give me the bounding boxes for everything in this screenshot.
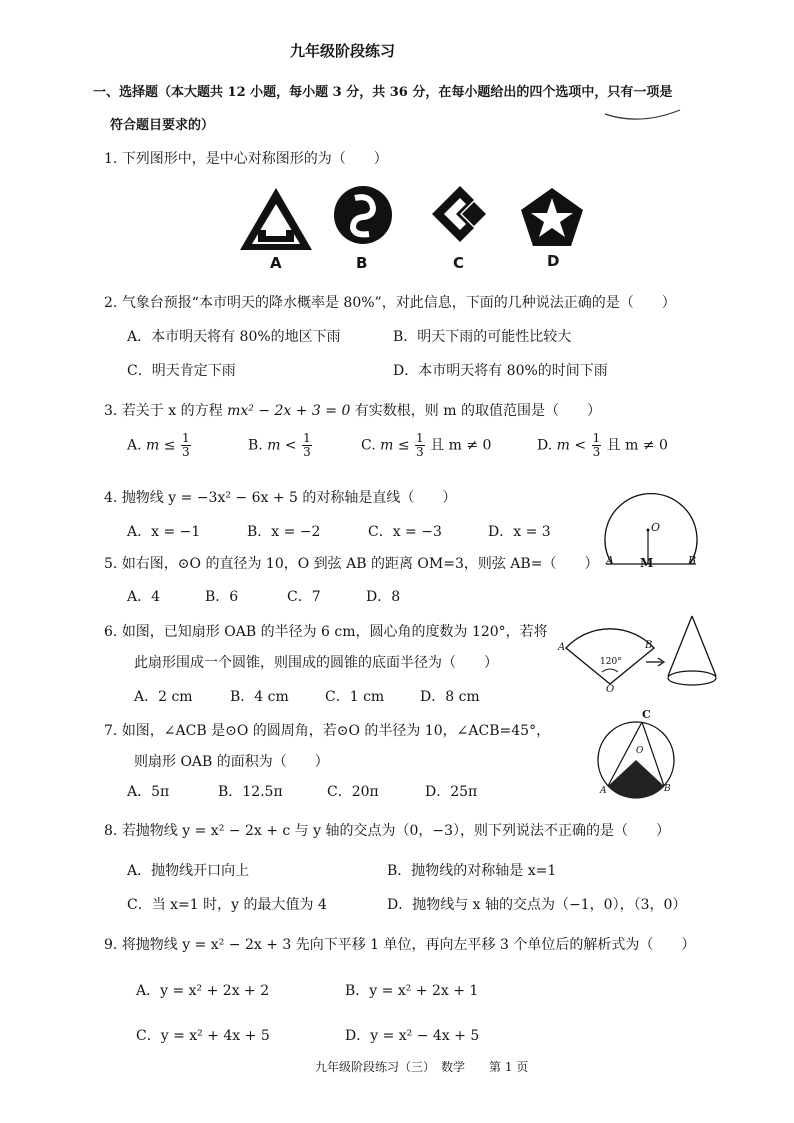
angle-label: 120° <box>600 657 622 667</box>
question-6-cont: 此扇形围成一个圆锥，则围成的圆锥的底面半径为（ ） <box>134 655 498 671</box>
option-a: A．本市明天将有 80%的地区下雨 <box>127 329 341 345</box>
question-text: 若抛物线 y = x² − 2x + c 与 y 轴的交点为（0，−3），则下列说法不正确的是（ ） <box>121 823 671 839</box>
option-c <box>361 432 491 459</box>
option-c: C．1 cm <box>325 689 385 705</box>
figure-label-a: A <box>270 254 282 272</box>
option-c: C．x = −3 <box>368 524 442 540</box>
question-text: 抛物线 y = −3x² − 6x + 5 的对称轴是直线（ ） <box>121 490 457 506</box>
option-a: A．x = −1 <box>127 524 201 540</box>
question-2 <box>104 292 676 312</box>
option-c: C．y = x² + 4x + 5 <box>136 1028 270 1044</box>
question-5 <box>104 553 598 573</box>
label-m: M <box>640 556 654 570</box>
question-text: 将抛物线 y = x² − 2x + 3 先向下平移 1 单位，再向左平移 3 个单位后的解析式为（ ） <box>121 937 696 953</box>
figure-label-c: C <box>453 254 465 272</box>
question-number: 7. <box>104 723 118 739</box>
question-6 <box>104 621 548 641</box>
option-c: C．7 <box>287 589 321 605</box>
option-suffix: 且 m ≠ 0 <box>606 437 668 454</box>
option-a: A．5π <box>127 784 170 800</box>
question-number: 6. <box>104 624 118 640</box>
label-o: O <box>606 684 615 695</box>
option-letter: D. <box>537 437 553 454</box>
option-b <box>248 432 313 459</box>
option-b: B．4 cm <box>230 689 289 705</box>
section-header-cont: 符合题目要求的） <box>110 118 215 133</box>
figure-a-triangle <box>238 186 314 254</box>
figure-c-shape <box>430 184 490 246</box>
label-a: A <box>600 786 607 796</box>
option-b: B．抛物线的对称轴是 x=1 <box>387 863 557 879</box>
label-a: A <box>558 642 566 653</box>
page-title: 九年级阶段练习 <box>290 42 396 60</box>
option-suffix: 且 m ≠ 0 <box>430 437 492 454</box>
option-math: m ≤ <box>146 437 176 454</box>
question-text: 如右图，⊙O 的直径为 10，O 到弦 AB 的距离 OM=3，则弦 AB=（ ） <box>121 556 599 572</box>
option-letter: B. <box>248 437 263 454</box>
figure-q6-sector-cone <box>558 614 728 698</box>
option-d: D．y = x² − 4x + 5 <box>345 1028 480 1044</box>
option-d: D．25π <box>425 784 478 800</box>
label-c: C <box>642 708 651 721</box>
option-c: C．当 x=1 时，y 的最大值为 4 <box>127 897 327 913</box>
option-a: A．2 cm <box>134 689 193 705</box>
option-d: D．8 cm <box>420 689 480 705</box>
question-text: 若关于 x 的方程 <box>121 403 228 419</box>
section-header: 一、选择题（本大题共 12 小题，每小题 3 分，共 36 分，在每小题给出的四个选项中，只有一项是 <box>93 85 673 100</box>
question-text-cont: 有实数根，则 m 的取值范围是（ ） <box>350 403 601 419</box>
question-text: 下列图形中，是中心对称图形的为（ ） <box>121 151 388 167</box>
option-b: B．6 <box>205 589 239 605</box>
option-d: D．本市明天将有 80%的时间下雨 <box>393 363 608 379</box>
label-o: O <box>636 746 644 756</box>
option-c: C．20π <box>327 784 379 800</box>
option-a: A．抛物线开口向上 <box>127 863 250 879</box>
fraction: $\frac{1}{3}$ <box>416 431 424 459</box>
question-1 <box>104 148 388 168</box>
question-text: 气象台预报“本市明天的降水概率是 80%”，对此信息，下面的几种说法正确的是（ ） <box>121 295 676 311</box>
question-number: 8. <box>104 823 118 839</box>
option-c: C．明天肯定下雨 <box>127 363 236 379</box>
option-d: D．x = 3 <box>488 524 551 540</box>
question-text: 如图，已知扇形 OAB 的半径为 6 cm，圆心角的度数为 120°，若将 <box>121 624 548 640</box>
question-number: 5. <box>104 556 118 572</box>
fraction: $\frac{1}{3}$ <box>303 431 311 459</box>
option-d: D．抛物线与 x 轴的交点为（−1，0），（3，0） <box>387 897 687 913</box>
option-b: B．明天下雨的可能性比较大 <box>393 329 572 345</box>
question-text: 如图，∠ACB 是⊙O 的圆周角，若⊙O 的半径为 10，∠ACB=45°， <box>121 723 551 739</box>
option-letter: A. <box>127 437 142 454</box>
option-b: B．12.5π <box>218 784 283 800</box>
figure-d-star-pentagon <box>519 186 585 248</box>
option-math: m ≤ <box>380 437 410 454</box>
option-a <box>127 432 192 459</box>
label-b: B <box>688 554 697 567</box>
question-7 <box>104 720 550 740</box>
figure-b-swirl <box>333 184 393 246</box>
question-7-cont: 则扇形 OAB 的面积为（ ） <box>134 754 329 770</box>
question-8 <box>104 820 670 840</box>
option-d <box>537 432 668 459</box>
option-a: A．4 <box>127 589 161 605</box>
fraction: $\frac{1}{3}$ <box>181 431 190 459</box>
option-math: m < <box>556 437 587 454</box>
label-b: B <box>664 784 671 794</box>
question-3 <box>104 400 601 420</box>
equation: mx² − 2x + 3 = 0 <box>227 403 351 419</box>
page-footer: 九年级阶段练习（三） 数学 第 1 页 <box>315 1060 529 1074</box>
option-b: B．y = x² + 2x + 1 <box>345 983 479 999</box>
question-number: 2. <box>104 295 118 311</box>
option-b: B．x = −2 <box>247 524 321 540</box>
label-o: O <box>651 521 661 534</box>
question-number: 3. <box>104 403 118 419</box>
figure-label-b: B <box>356 254 368 272</box>
question-number: 4. <box>104 490 118 506</box>
figure-label-d: D <box>547 252 560 270</box>
fraction: $\frac{1}{3}$ <box>592 431 601 459</box>
label-b: B <box>645 640 653 651</box>
question-number: 9. <box>104 937 118 953</box>
question-9 <box>104 934 695 954</box>
option-math: m < <box>267 437 297 454</box>
label-a: A <box>606 554 614 567</box>
option-d: D．8 <box>366 589 401 605</box>
question-4 <box>104 487 456 507</box>
pen-mark <box>600 104 690 124</box>
option-a: A．y = x² + 2x + 2 <box>136 983 270 999</box>
question-number: 1. <box>104 151 118 167</box>
option-letter: C. <box>361 437 376 454</box>
